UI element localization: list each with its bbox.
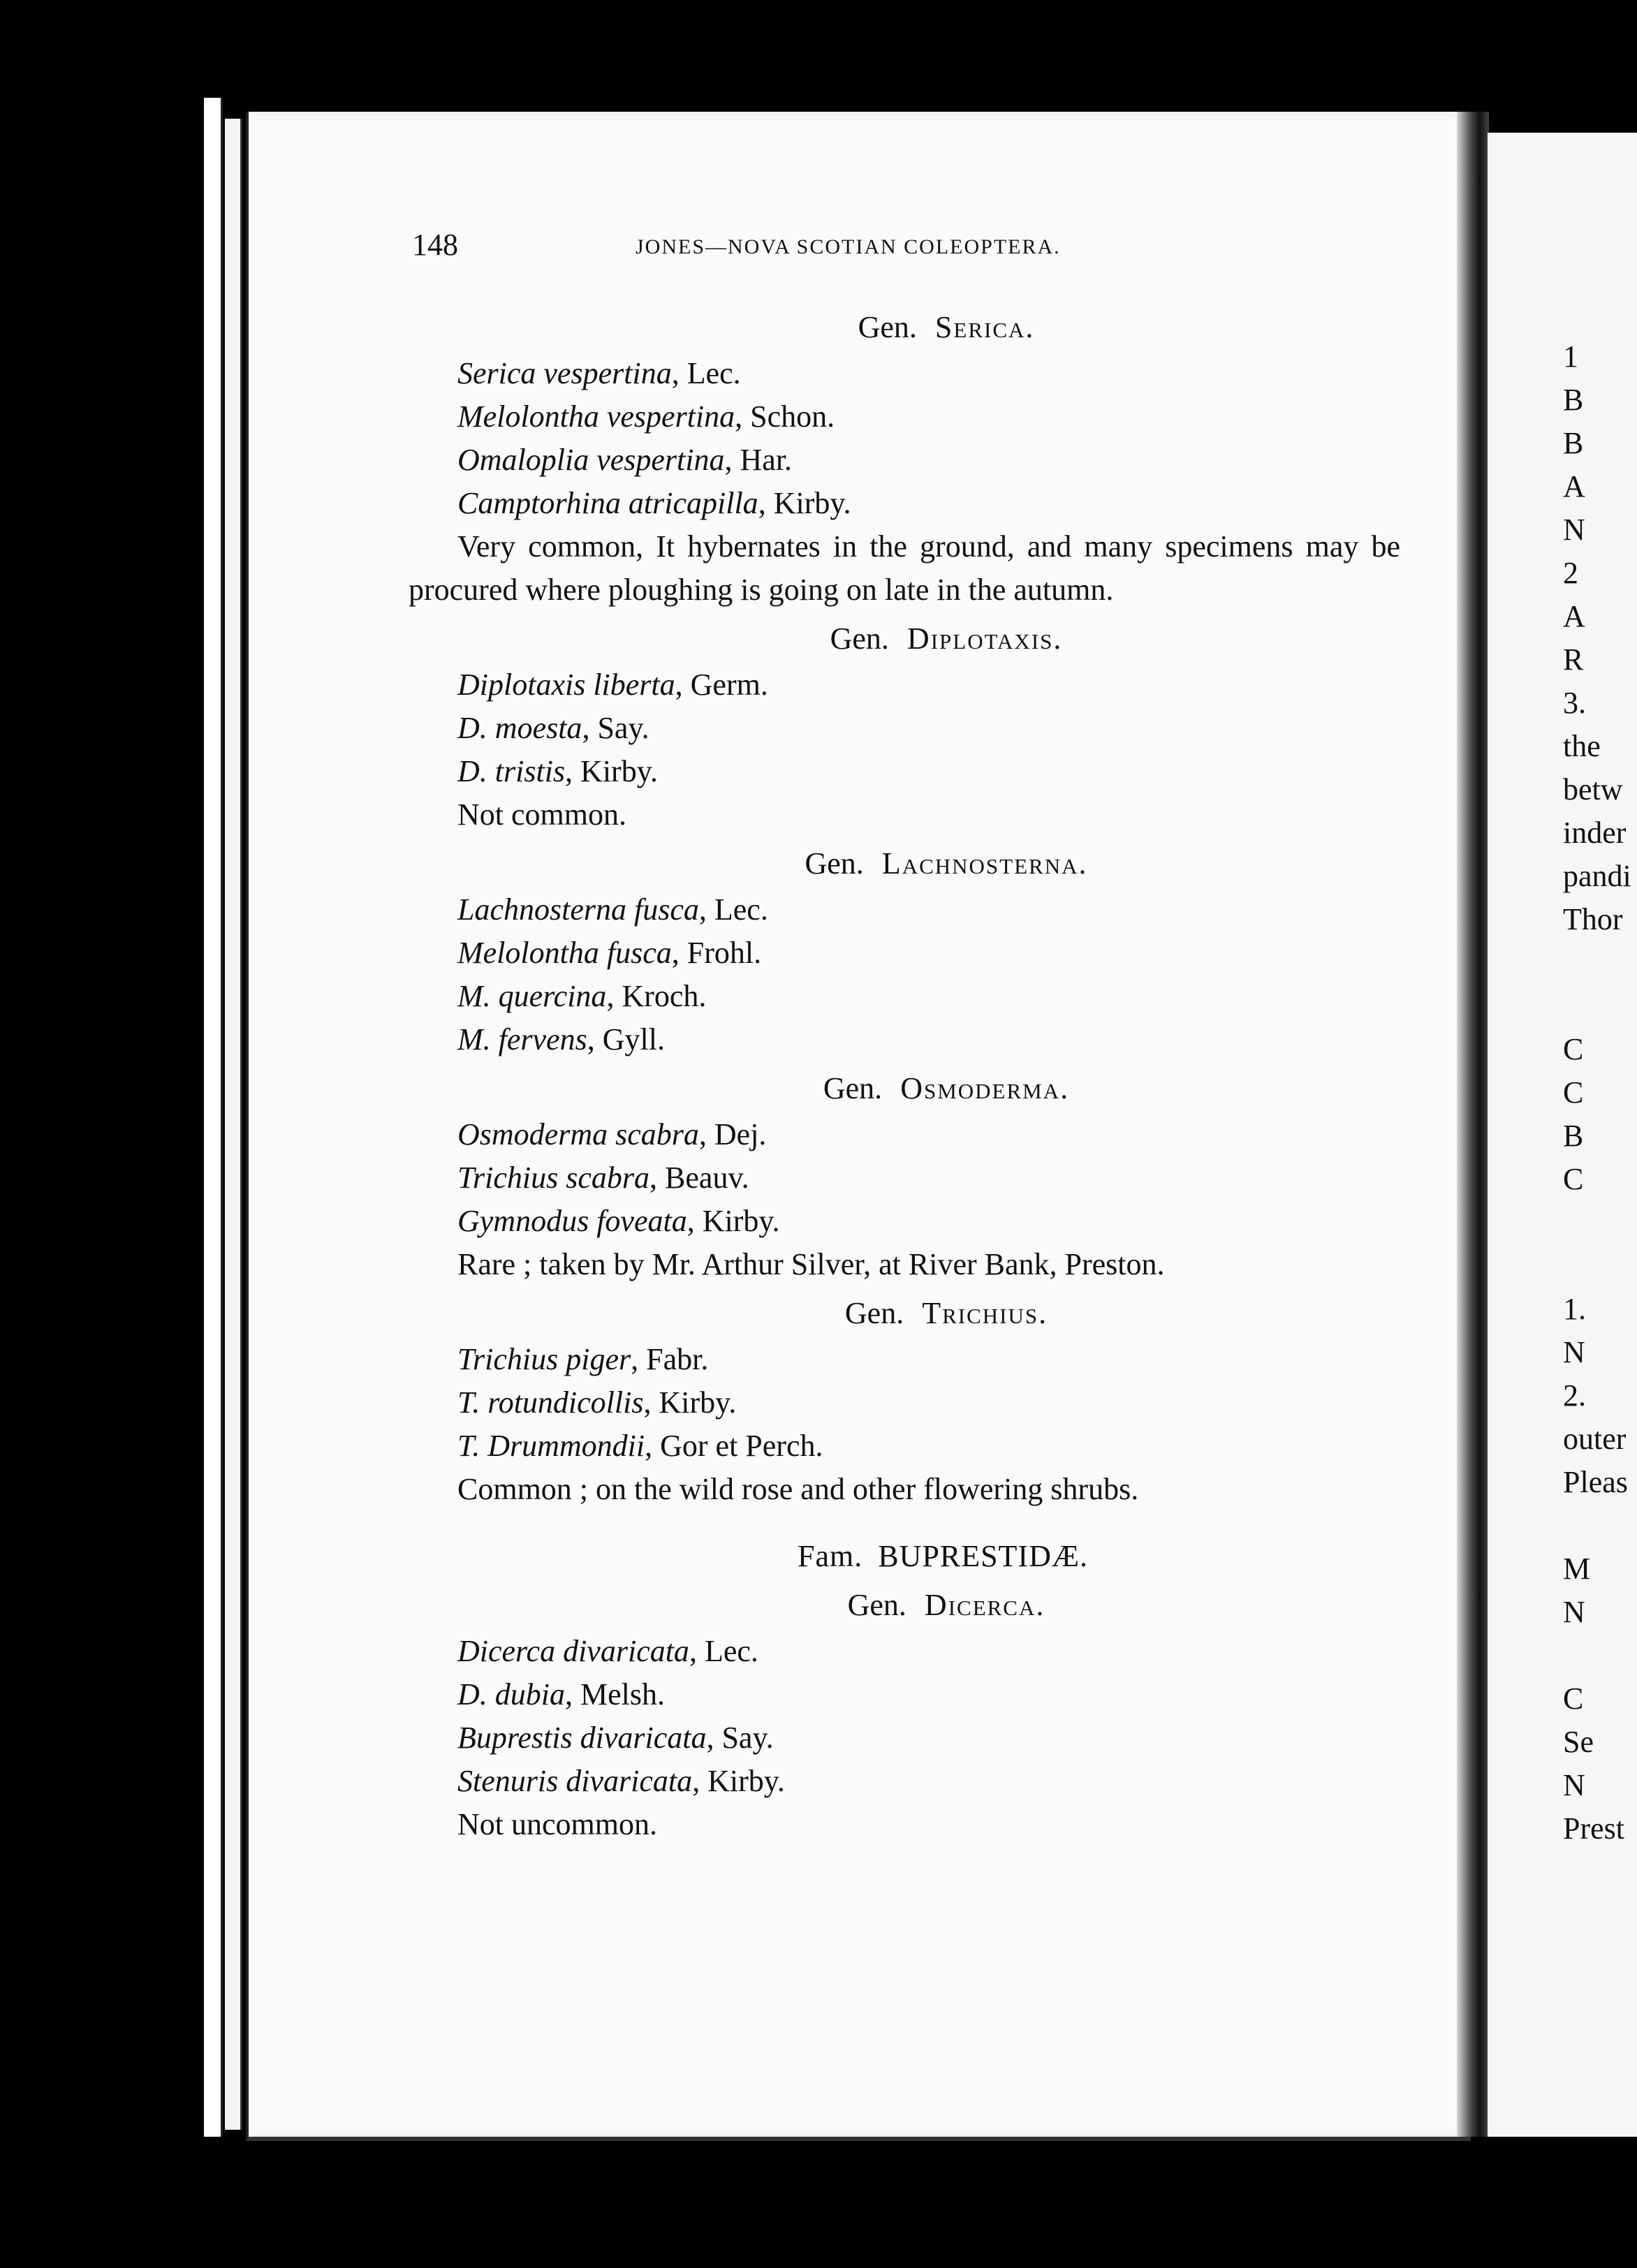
book-edge-outer [204,98,223,2137]
species-author: , Say. [706,1721,774,1755]
species-author: , Lec. [698,892,768,927]
species-entry [409,707,1400,750]
species-author: , Germ. [675,668,768,702]
right-page-fragments [1563,335,1631,1850]
right-page-line [1563,985,1631,1028]
genus-label: Gen. [858,310,917,344]
species-author: , Lec. [671,356,741,390]
right-page-line: R [1563,642,1584,677]
genus-heading-dicerca [409,1584,1400,1627]
species-author: , Fabr. [631,1342,709,1376]
right-page-line: Se [1563,1725,1594,1759]
note-text: Not common. [457,797,626,832]
right-page-line: outer [1563,1422,1627,1456]
species-name: M. quercina [457,979,607,1013]
right-page-line: N [1563,513,1585,547]
book-gutter [1457,112,1489,2137]
right-page-line: N [1563,1595,1585,1629]
species-name: Lachnosterna fusca [457,892,699,927]
right-page-line [1563,1504,1631,1547]
species-entry [409,975,1400,1018]
right-page-line: N [1563,1768,1585,1802]
species-author: , Beauv. [649,1161,749,1195]
species-name: Melolontha fusca [457,936,672,970]
right-page-line: C [1563,1075,1584,1110]
right-page-line: 2 [1563,556,1578,590]
species-name: D. tristis [457,754,566,788]
right-page-line: A [1563,469,1585,503]
page-number: 148 [412,228,458,262]
right-page-line: 3. [1563,686,1586,720]
species-entry [409,1673,1400,1716]
right-page-line: A [1563,599,1585,633]
species-name: Diplotaxis liberta [457,668,675,702]
species-entry [409,1424,1400,1468]
species-entry [409,482,1400,525]
right-page-line: 1 [1563,339,1578,374]
book-edge-inner [225,119,242,2130]
right-page-line: C [1563,1032,1584,1066]
species-author: , Melsh. [565,1677,665,1711]
right-page-line: B [1563,1119,1584,1153]
species-name: Dicerca divaricata [457,1634,689,1668]
genus-name: Dicerca. [924,1588,1045,1622]
species-name: Trichius scabra [457,1161,650,1195]
species-entry [409,395,1400,439]
right-page-line: B [1563,383,1584,417]
genus-name: Osmoderma. [900,1071,1070,1105]
right-page-line: C [1563,1681,1584,1716]
genus-label: Gen. [847,1588,906,1622]
right-page-line [1563,1634,1631,1677]
species-author: , Schon. [735,399,835,434]
species-name: Melolontha vespertina [457,399,735,434]
note-text: Not uncommon. [457,1807,657,1841]
right-page-line: pandi [1563,859,1631,893]
species-entry [409,1018,1400,1061]
right-page-line: B [1563,426,1584,460]
genus-name: Diplotaxis. [906,621,1063,656]
species-name: Stenuris divaricata [457,1764,693,1798]
genus-heading-lachnosterna [409,842,1400,885]
page-header [412,227,1271,269]
species-name: T. rotundicollis [457,1385,644,1420]
species-author: , Kirby. [692,1764,785,1798]
species-author: , Har. [724,443,793,477]
species-entry [409,352,1400,395]
right-page-line: betw [1563,772,1623,807]
species-name: D. moesta [457,711,582,745]
species-entry [409,1760,1400,1803]
genus-heading-osmoderma [409,1067,1400,1110]
species-author: , Kirby. [565,754,658,788]
right-page-line: C [1563,1162,1584,1196]
species-entry [409,1156,1400,1200]
right-page-line: N [1563,1335,1585,1369]
genus-label: Gen. [830,621,889,656]
page-content [409,300,1400,1846]
species-name: Trichius piger [457,1342,631,1376]
species-entry [409,1381,1400,1424]
family-name: BUPRESTIDÆ. [878,1539,1088,1573]
running-head: JONES—NOVA SCOTIAN COLEOPTERA. [636,235,1061,258]
genus-label: Gen. [805,846,864,881]
genus-heading-trichius [409,1292,1400,1335]
note-paragraph: Very common, It hybernates in the ground, and many specimens may be procured where ploughing is going on late in the autumn. [409,529,1400,607]
genus-name: Trichius. [922,1296,1048,1330]
species-author: , Gyll. [587,1022,665,1056]
species-author: , Gor et Perch. [645,1429,823,1463]
species-author: , Kroch. [606,979,707,1013]
species-author: , Say. [582,711,649,745]
note-text: Common ; on the wild rose and other flowering shrubs. [457,1472,1139,1506]
species-name: Serica vespertina [457,356,672,390]
species-name: M. fervens [457,1022,587,1056]
species-author: , Kirby. [758,486,851,520]
genus-heading-diplotaxis [409,617,1400,661]
right-page-line [1563,1201,1631,1244]
species-entry [409,439,1400,482]
right-page-line: M [1563,1552,1591,1586]
species-name: Gymnodus foveata [457,1204,687,1238]
right-page-line: inder [1563,816,1627,850]
species-author: , Kirby. [687,1204,780,1238]
right-page-line: Prest [1563,1811,1624,1846]
family-heading [409,1535,1400,1578]
species-name: Omaloplia vespertina [457,443,725,477]
right-page-line [1563,1244,1631,1288]
right-page-line [1563,941,1631,985]
species-entry [409,663,1400,707]
species-name: D. dubia [457,1677,565,1711]
species-entry [409,1338,1400,1381]
species-author: , Lec. [689,1634,758,1668]
right-page-line: Thor [1563,902,1623,936]
species-author: , Kirby. [643,1385,737,1420]
right-page-line: the [1563,729,1601,763]
species-entry [409,1200,1400,1243]
genus-heading-serica [409,306,1400,349]
species-entry [409,1716,1400,1760]
species-entry [409,932,1400,975]
species-name: Camptorhina atricapilla [457,486,758,520]
right-page-line: 1. [1563,1292,1586,1326]
note-text: Rare ; taken by Mr. Arthur Silver, at River Bank, Preston. [457,1247,1165,1281]
right-page-line: 2. [1563,1378,1586,1413]
genus-name: Serica. [934,310,1035,344]
species-name: Osmoderma scabra [457,1117,699,1151]
species-name: T. Drummondii [457,1429,645,1463]
genus-label: Gen. [844,1296,904,1330]
species-author: , Dej. [698,1117,767,1151]
genus-name: Lachnosterna. [881,846,1088,881]
species-name: Buprestis divaricata [457,1721,707,1755]
species-entry [409,888,1400,932]
species-author: , Frohl. [671,936,762,970]
species-entry [409,1630,1400,1673]
species-entry [409,750,1400,793]
species-entry [409,1113,1400,1156]
genus-label: Gen. [823,1071,883,1105]
family-label: Fam. [798,1539,863,1573]
right-page-line: Pleas [1563,1465,1628,1499]
